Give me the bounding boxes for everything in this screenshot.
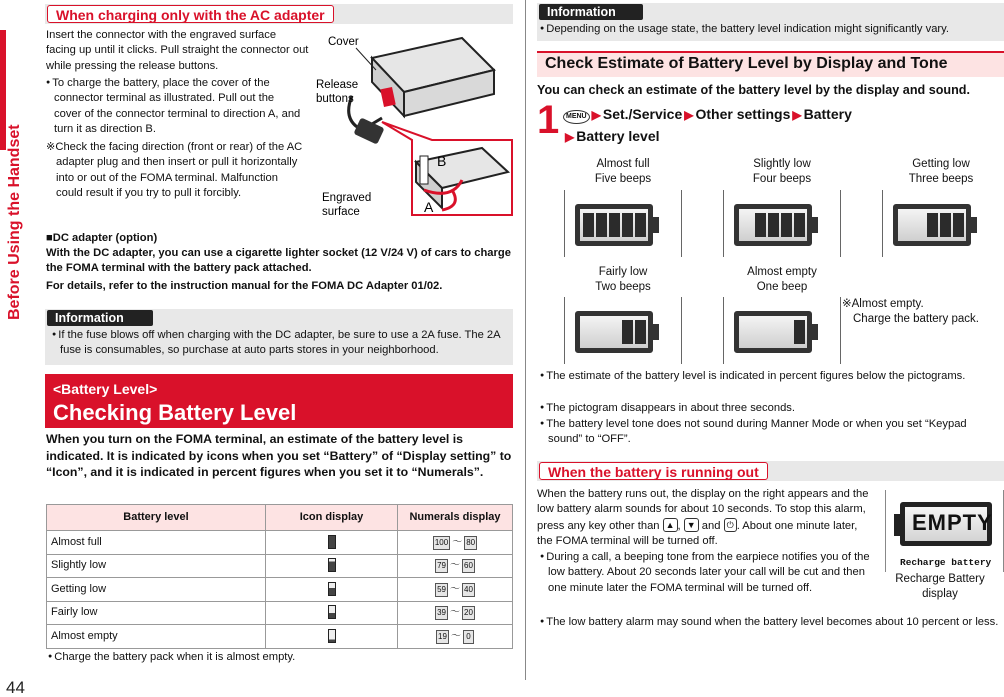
charge-note xyxy=(48,650,295,665)
info-text-left: If the fuse blows off when charging with the DC adapter, be sure to use a 2A fuse. The 2A fuse is consumables, so purchase at auto parts stores in your neighborhood. xyxy=(58,329,501,357)
dc-title: ■DC adapter (option) xyxy=(46,232,158,244)
step-path-3: Battery xyxy=(803,106,852,122)
table-row xyxy=(47,554,513,578)
label-b: B xyxy=(437,153,447,169)
battery-level-icon xyxy=(328,605,336,619)
label-release-1: Release xyxy=(316,79,359,91)
numeral-low: 80 xyxy=(464,536,477,550)
battery-level-cell: Almost empty xyxy=(47,625,266,649)
step-path-2: Other settings xyxy=(695,106,791,122)
label-release-2: buttons xyxy=(316,93,354,105)
battery-caption-getting-low: Getting low Three beeps xyxy=(908,158,974,185)
numeral-high: 19 xyxy=(436,630,449,644)
battery-icon-2-bars xyxy=(564,297,682,364)
charge-note-text: Charge the battery pack when it is almost empty. xyxy=(54,651,296,663)
numeral-low: 60 xyxy=(462,559,475,573)
empty-note-2: Charge the battery pack. xyxy=(853,313,979,325)
phone-top-drawing xyxy=(372,38,494,116)
table-row xyxy=(47,578,513,602)
ac-bullet-text: To charge the battery, place the cover of the connector terminal as illustrated. Pull out the cover of the connector terminal to direction A, and turn it as direction B. xyxy=(52,77,301,136)
battery-caption-fairly-low: Fairly low Two beeps xyxy=(595,266,651,293)
recharge-battery-screen xyxy=(885,490,1004,572)
power-key-icon: ⏻ xyxy=(724,518,737,532)
info-bullet-left xyxy=(52,328,512,359)
battery-level-icon xyxy=(328,629,336,643)
battery-level-cell: Almost full xyxy=(47,531,266,555)
numeral-low: 20 xyxy=(462,606,475,620)
side-tab-label: Before Using the Handset xyxy=(6,124,23,320)
info-text-right: Depending on the usage state, the battery level indication might significantly vary. xyxy=(546,23,950,35)
label-cover: Cover xyxy=(328,36,359,48)
numeral-high: 79 xyxy=(435,559,448,573)
icon-display-cell xyxy=(266,625,398,649)
plug-drawing xyxy=(353,117,384,144)
tone-title: Check Estimate of Battery Level by Display and Tone xyxy=(545,55,948,72)
th-battery-level: Battery level xyxy=(47,505,266,531)
up-key-icon: ▲ xyxy=(663,518,678,532)
label-engraved-1: Engraved xyxy=(322,192,372,204)
ac-bullet xyxy=(46,76,304,138)
charger-illustration xyxy=(312,30,517,220)
table-row xyxy=(47,625,513,649)
running-title: When the battery is running out xyxy=(539,462,768,480)
numeral-tilde: ～ xyxy=(450,583,460,595)
menu-key-icon: MENU xyxy=(563,110,590,124)
battery-level-cell: Slightly low xyxy=(47,554,266,578)
section-side-tab xyxy=(0,30,34,320)
numeral-tilde: ～ xyxy=(450,630,461,642)
icon-display-cell xyxy=(266,531,398,555)
info-label-right: Information xyxy=(539,4,643,20)
numeral-high: 100 xyxy=(433,536,450,550)
section-header xyxy=(45,374,513,428)
ac-title: When charging only with the AC adapter xyxy=(47,5,334,23)
icon-display-cell xyxy=(266,601,398,625)
th-icon-display: Icon display xyxy=(266,505,398,531)
numerals-display-cell xyxy=(398,625,513,649)
dc-text: With the DC adapter, you can use a cigarette lighter socket (12 V/24 V) of cars to charge the FOMA terminal with the battery pack attached. xyxy=(46,247,511,275)
numerals-display-cell xyxy=(398,578,513,602)
table-header-row xyxy=(47,505,513,531)
running-text: When the battery runs out, the display on the right appears and the low battery alarm sounds for about 10 seconds. To stop this alarm, press any key other than ▲ , ▼ and ⏻ . About one minute later, the FOMA terminal will be turned off. xyxy=(537,488,869,548)
section-title: Checking Battery Level xyxy=(53,400,297,425)
numerals-display-cell xyxy=(398,554,513,578)
battery-caption-almost-empty: Almost empty One beep xyxy=(747,266,817,293)
running-bullet-2: ● The low battery alarm may sound when the battery level becomes about 10 percent or less. xyxy=(540,615,1002,630)
table-row xyxy=(47,531,513,555)
battery-level-icon xyxy=(328,535,336,549)
numerals-display-cell xyxy=(398,601,513,625)
step-path-4: Battery level xyxy=(576,128,660,145)
numeral-tilde: ～ xyxy=(450,607,460,619)
tone-bullet-1: ● The estimate of the battery level is indicated in percent figures below the pictograms. xyxy=(540,369,970,384)
battery-icon-4-bars xyxy=(723,190,841,257)
info-bullet-right xyxy=(540,22,1002,37)
battery-caption-almost-full: Almost full Five beeps xyxy=(594,158,652,185)
numeral-low: 0 xyxy=(463,630,474,644)
numeral-low: 40 xyxy=(462,583,475,597)
battery-icon-1-bar xyxy=(723,297,841,364)
battery-level-cell: Getting low xyxy=(47,578,266,602)
info-label-left: Information xyxy=(47,310,153,326)
recharge-caption: Recharge Battery display xyxy=(895,573,985,600)
numeral-high: 39 xyxy=(435,606,448,620)
down-key-icon: ▼ xyxy=(684,518,699,532)
tone-intro: You can check an estimate of the battery level by the display and sound. xyxy=(537,83,970,97)
battery-caption-slightly-low: Slightly low Four beeps xyxy=(752,158,812,185)
battery-icon-3-bars xyxy=(882,190,1000,257)
ac-note: ※Check the facing direction (front or rear) of the AC adapter plug and then insert or pull it horizontally into or out of the FOMA terminal. Malfunction could result if you try to pull it forcibly. xyxy=(46,141,303,200)
empty-note-1: ※Almost empty. xyxy=(842,298,924,310)
table-body xyxy=(47,531,513,649)
numerals-display-cell xyxy=(398,531,513,555)
icon-display-cell xyxy=(266,554,398,578)
step-instructions: MENU ▶ Set./Service ▶ Other settings ▶ Battery ▶ Battery level xyxy=(565,106,852,145)
icon-display-cell xyxy=(266,578,398,602)
battery-table xyxy=(46,504,513,649)
battery-icon-5-bars xyxy=(564,190,682,257)
label-a: A xyxy=(424,199,434,215)
battery-level-icon xyxy=(328,582,336,596)
step-number: 1 xyxy=(537,98,560,142)
page-number: 44 xyxy=(6,678,25,697)
section-subtitle: <Battery Level> xyxy=(53,381,158,397)
battery-intro: When you turn on the FOMA terminal, an estimate of the battery level is indicated. It is indicated by icons when you set “Battery” of “Display setting” to “Icon”, and it is indicated in percent figures when you set it to “Numerals”. xyxy=(46,432,512,480)
table-row xyxy=(47,601,513,625)
numeral-tilde: ～ xyxy=(450,560,460,572)
ac-intro: Insert the connector with the engraved surface facing up until it clicks. Pull straight the connector out while pressing the release buttons. xyxy=(46,29,309,72)
tone-bullet-3: ● The battery level tone does not sound during Manner Mode or when you set “Keypad sound” to “OFF”. xyxy=(540,417,980,448)
th-numerals-display: Numerals display xyxy=(398,505,513,531)
numeral-high: 59 xyxy=(435,583,448,597)
running-bullet-1: ● During a call, a beeping tone from the earpiece notifies you of the low battery. About 20 seconds later your call will be cut and then one minute later the FOMA terminal will be turned off. xyxy=(540,550,872,596)
empty-screen-text: EMPTY xyxy=(912,510,993,535)
column-divider xyxy=(525,0,526,680)
label-engraved-2: surface xyxy=(322,206,360,218)
dc-text-2: For details, refer to the instruction manual for the FOMA DC Adapter 01/02. xyxy=(46,280,443,292)
step-path-1: Set./Service xyxy=(602,106,683,122)
empty-screen-sub: Recharge battery xyxy=(900,557,992,568)
battery-level-icon xyxy=(328,558,336,572)
battery-level-cell: Fairly low xyxy=(47,601,266,625)
tone-bullet-2: ● The pictogram disappears in about three seconds. xyxy=(540,401,980,416)
numeral-tilde: ～ xyxy=(452,536,463,548)
